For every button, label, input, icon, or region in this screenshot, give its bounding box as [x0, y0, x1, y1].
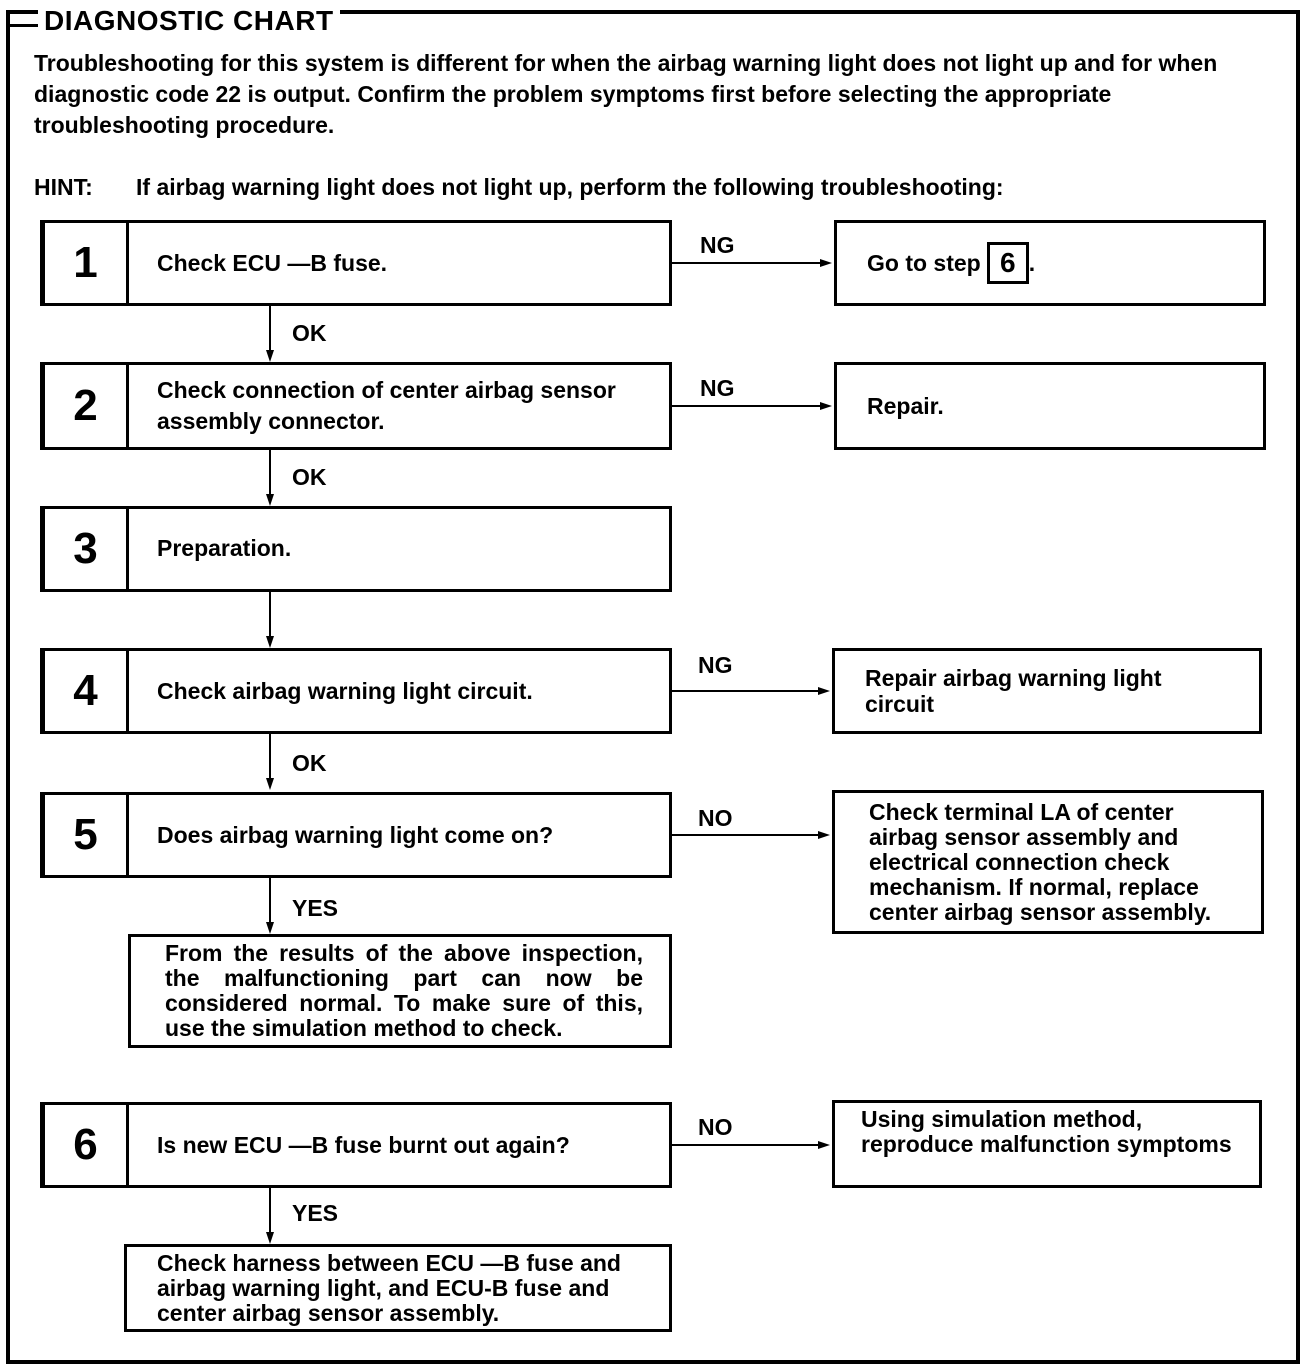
step-2-box	[40, 362, 672, 450]
step-5-yes-result-box: From the results of the above inspection, the malfunctioning part can now be considered normal. To make sure of this, use the simulation method to check.	[128, 934, 672, 1048]
step-6-yes-arrow	[266, 1232, 274, 1244]
step-1-number: 1	[43, 223, 129, 303]
step-5-number: 5	[43, 795, 129, 875]
step-6-yes-result-box: Check harness between ECU —B fuse and airbag warning light, and ECU-B fuse and center airbag sensor assembly.	[124, 1244, 672, 1332]
step-4-ng-result-box: Repair airbag warning light circuit	[832, 648, 1262, 734]
step-6-yes-connector	[269, 1188, 271, 1232]
step-1-box	[40, 220, 672, 306]
step-4-ng-arrow	[818, 687, 830, 695]
step-1-ng-result-box	[834, 220, 1266, 306]
step-2-number: 2	[43, 365, 129, 447]
step-2-ng-result-box: Repair.	[834, 362, 1266, 450]
intro-paragraph: Troubleshooting for this system is different for when the airbag warning light does not light up and for when diagnostic code 22 is output. Confirm the problem symptoms first before selecting the appropriate troubleshooting procedure.	[34, 50, 1218, 138]
chart-title: DIAGNOSTIC CHART	[38, 6, 340, 36]
title-rule	[10, 24, 40, 27]
step-2-ok-connector	[269, 450, 271, 494]
step-3-number: 3	[43, 509, 129, 589]
step-1-ok-connector	[269, 306, 271, 350]
step-6-no-label: NO	[698, 1114, 733, 1140]
step-3-connector	[269, 592, 271, 636]
step-6-number: 6	[43, 1105, 129, 1185]
step-4-ok-label: OK	[292, 750, 327, 776]
step-3-text: Preparation.	[157, 535, 292, 561]
step-5-yes-arrow	[266, 922, 274, 934]
step-3-box	[40, 506, 672, 592]
step-1-ng-arrow	[820, 259, 832, 267]
step-6-yes-label: YES	[292, 1200, 339, 1226]
step-6-no-result-box: Using simulation method, reproduce malfunction symptoms	[832, 1100, 1262, 1188]
step-2-ok-label: OK	[292, 464, 327, 490]
step-5-no-arrow	[818, 831, 830, 839]
step-6-no-connector	[672, 1144, 818, 1146]
step-4-ok-arrow	[266, 778, 274, 790]
hint-label: HINT:	[34, 174, 93, 200]
step-2-ok-arrow	[266, 494, 274, 506]
step-1-ng-label: NG	[700, 232, 735, 258]
step-3-arrow	[266, 636, 274, 648]
step-4-ng-label: NG	[698, 652, 733, 678]
step-6-no-arrow	[818, 1141, 830, 1149]
step-5-no-label: NO	[698, 805, 733, 831]
step-6-box	[40, 1102, 672, 1188]
step-5-no-connector	[672, 834, 818, 836]
step-4-ok-connector	[269, 734, 271, 778]
go-to-step-text: Go to step	[867, 250, 981, 276]
step-2-text: Check connection of center airbag sensor assembly connector.	[157, 377, 616, 434]
step-5-no-result-box: Check terminal LA of center airbag sensor assembly and electrical connection check mechanism. If normal, replace center airbag sensor assembly.	[832, 790, 1264, 934]
step-1-text: Check ECU —B fuse.	[157, 249, 388, 276]
hint-row	[34, 172, 1270, 202]
step-6-text: Is new ECU —B fuse burnt out again?	[157, 1131, 570, 1158]
step-1-ng-connector	[672, 262, 820, 264]
step-4-box	[40, 648, 672, 734]
step-1-ok-arrow	[266, 350, 274, 362]
step-reference-badge: 6	[987, 242, 1029, 284]
step-4-number: 4	[43, 651, 129, 731]
step-2-ng-label: NG	[700, 375, 735, 401]
step-2-ng-arrow	[820, 402, 832, 410]
step-4-ng-connector	[672, 690, 818, 692]
go-to-step-period: .	[1028, 250, 1036, 276]
step-5-yes-label: YES	[292, 895, 339, 921]
hint-text: If airbag warning light does not light up, perform the following troubleshooting:	[136, 174, 1004, 200]
step-2-ng-connector	[672, 405, 820, 407]
step-5-yes-connector	[269, 878, 271, 922]
step-5-text: Does airbag warning light come on?	[157, 821, 554, 848]
step-5-box	[40, 792, 672, 878]
step-4-text: Check airbag warning light circuit.	[157, 677, 533, 704]
step-1-ok-label: OK	[292, 320, 327, 346]
